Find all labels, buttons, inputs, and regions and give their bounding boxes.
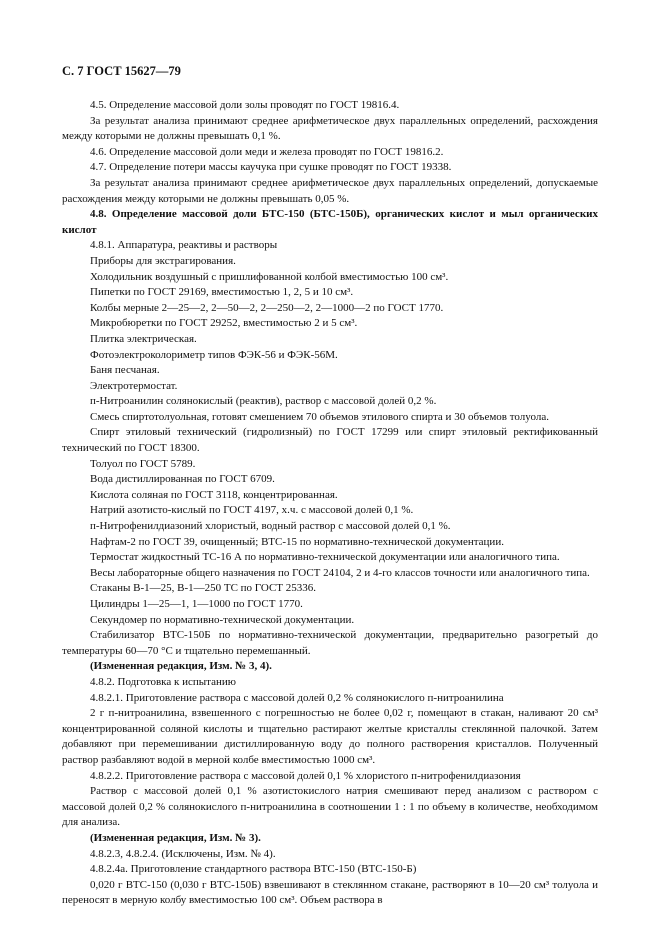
paragraph: Смесь спиртотолуольная, готовят смешением 70 объемов этилового спирта и 30 объемов толуола. <box>90 410 549 423</box>
paragraph: Приборы для экстрагирования. <box>90 254 236 267</box>
paragraph: За результат анализа принимают среднее арифметическое двух параллельных определений, расхождения между которыми не должны превышать 0,1 %. <box>62 114 598 143</box>
paragraph: Электротермостат. <box>90 379 178 392</box>
paragraph: Стаканы В-1—25, В-1—250 ТС по ГОСТ 25336. <box>90 582 317 595</box>
paragraph: п-Нитроанилин солянокислый (реактив), раствор с массовой долей 0,2 %. <box>90 395 437 408</box>
paragraph: Нафтам-2 по ГОСТ 39, очищенный; ВТС-15 по нормативно-технической документации. <box>90 535 504 548</box>
paragraph: Плитка электрическая. <box>90 332 197 345</box>
paragraph: Раствор с массовой долей 0,1 % азотистокислого натрия смешивают перед анализом с раствором с массовой долей 0,2 % солянокислого п-нитроанилина в соотношении 1 : 1 по объему в количестве, необходимом для анализа. <box>62 785 598 829</box>
paragraph: п-Нитрофенилдиазоний хлористый, водный раствор с массовой долей 0,1 %. <box>90 520 451 533</box>
paragraph: Цилиндры 1—25—1, 1—1000 по ГОСТ 1770. <box>90 598 303 610</box>
paragraph: Вода дистиллированная по ГОСТ 6709. <box>90 473 275 486</box>
paragraph: Баня песчаная. <box>90 364 160 377</box>
paragraph: Холодильник воздушный с пришлифованной колбой вместимостью 100 см³. <box>90 270 449 283</box>
paragraph: 4.8. Определение массовой доли БТС-150 (БТС-150Б), органических кислот и мыл органических кислот <box>62 208 598 236</box>
paragraph: 4.6. Определение массовой доли меди и железа проводят по ГОСТ 19816.2. <box>90 145 444 158</box>
paragraph: 4.8.2.1. Приготовление раствора с массовой долей 0,2 % солянокислого п-нитроанилина <box>90 691 504 704</box>
paragraph: Весы лабораторные общего назначения по ГОСТ 24104, 2 и 4-го классов точности или аналогичного типа. <box>90 566 590 579</box>
paragraph: Колбы мерные 2—25—2, 2—50—2, 2—250—2, 2—1000—2 по ГОСТ 1770. <box>90 301 444 314</box>
paragraph: 2 г п-нитроанилина, взвешенного с погрешностью не более 0,02 г, помещают в стакан, наливают 20 см³ концентрированной соляной кислоты и тщательно растирают желтые кристаллы стеклянной палочкой. Затем добавляют при перемешивании дистиллированную воду до полного растворения кристаллов. Полученный раствор разбавляют водой в мерной колбе вместимостью 1000 см³. <box>62 707 598 766</box>
paragraph: 0,020 г ВТС-150 (0,030 г ВТС-150Б) взвешивают в стеклянном стакане, растворяют в 10—20 см³ толуола и переносят в мерную колбу вместимостью 100 см³. Объем раствора в <box>62 878 598 907</box>
paragraph: (Измененная редакция, Изм. № 3, 4). <box>90 660 272 673</box>
paragraph: Фотоэлектроколориметр типов ФЭК-56 и ФЭК-56М. <box>90 348 338 361</box>
paragraph: 4.8.2. Подготовка к испытанию <box>90 675 236 688</box>
paragraph: 4.8.1. Аппаратура, реактивы и растворы <box>90 239 278 252</box>
paragraph: Пипетки по ГОСТ 29169, вместимостью 1, 2, 5 и 10 см³. <box>90 286 354 299</box>
paragraph: (Измененная редакция, Изм. № 3). <box>90 831 261 844</box>
paragraph: Термостат жидкостный ТС-16 А по нормативно-технической документации или аналогичного типа. <box>90 551 560 564</box>
paragraph: Спирт этиловый технический (гидролизный) по ГОСТ 17299 или спирт этиловый ректификованный технический по ГОСТ 18300. <box>62 426 598 455</box>
paragraph: 4.8.2.3, 4.8.2.4. (Исключены, Изм. № 4). <box>90 847 276 860</box>
paragraph: 4.8.2.2. Приготовление раствора с массовой долей 0,1 % хлористого п-нитрофенилдиазония <box>90 769 521 782</box>
paragraph: Толуол по ГОСТ 5789. <box>90 457 196 470</box>
paragraph: За результат анализа принимают среднее арифметическое двух параллельных определений, допускаемые расхождения между которыми не должны превышать 0,05 %. <box>62 176 598 205</box>
paragraph: Секундомер по нормативно-технической документации. <box>90 613 355 626</box>
paragraph: Микробюретки по ГОСТ 29252, вместимостью 2 и 5 см³. <box>90 317 358 330</box>
paragraph: 4.7. Определение потери массы каучука при сушке проводят по ГОСТ 19338. <box>90 161 452 174</box>
document-body <box>62 98 598 909</box>
paragraph: Натрий азотисто-кислый по ГОСТ 4197, х.ч. с массовой долей 0,1 %. <box>90 504 414 517</box>
paragraph: Кислота соляная по ГОСТ 3118, концентрированная. <box>90 488 338 501</box>
paragraph: 4.8.2.4а. Приготовление стандартного раствора ВТС-150 (ВТС-150-Б) <box>90 863 417 876</box>
page-header: С. 7 ГОСТ 15627—79 <box>62 64 181 78</box>
paragraph: 4.5. Определение массовой доли золы проводят по ГОСТ 19816.4. <box>90 99 400 111</box>
paragraph: Стабилизатор ВТС-150Б по нормативно-технической документации, предварительно разогретый до температуры 60—70 °С и тщательно перемешанный. <box>62 629 598 657</box>
